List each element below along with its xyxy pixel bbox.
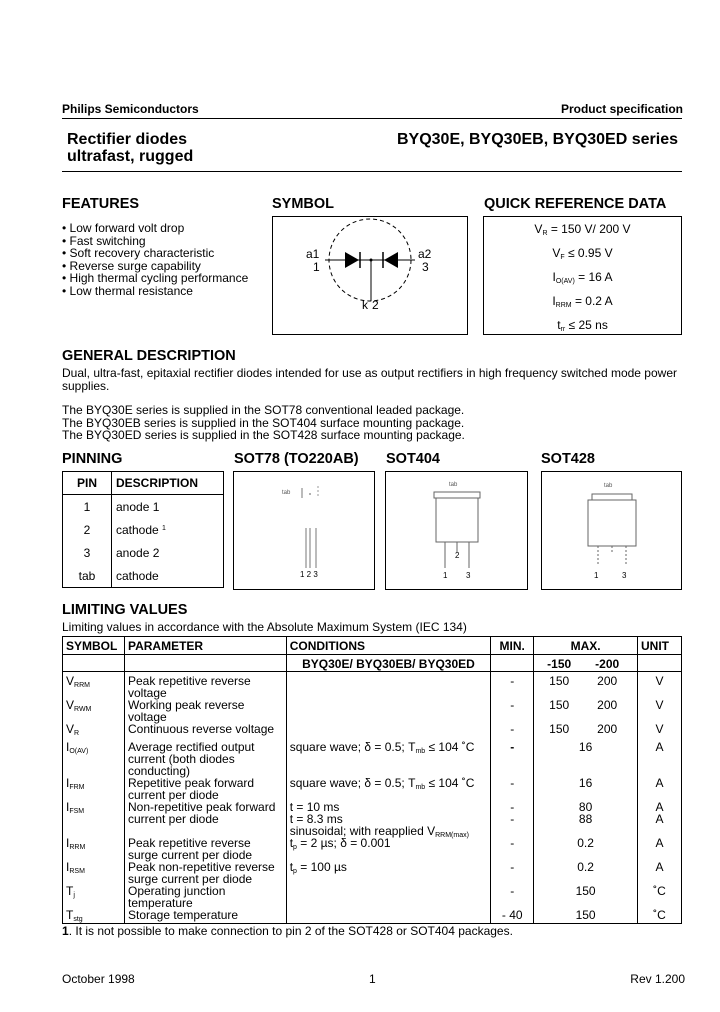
a1-pin: 1: [313, 260, 320, 274]
table-row: 1 anode 1: [63, 495, 224, 519]
col-symbol: SYMBOL: [63, 637, 125, 655]
a1-label: a1: [306, 247, 320, 261]
k-pin: 2: [372, 298, 379, 312]
sot428-pin1: 1: [594, 571, 599, 580]
table-row: $I_{FRM}$ Repetitive peak forward current per diode square wave; δ = 0.5; $T_{mb} \le 104$ ˚C - 16 A: [63, 777, 682, 801]
table-row: $I_{RRM}$ Peak repetitive reverse surge current per diode $t_p = 2$ µs; δ = 0.001 - 0.2 A: [63, 837, 682, 861]
table-row: $V_{RWM}$ Working peak reverse voltage - 150 200 V: [63, 699, 682, 723]
col-max: MAX.: [534, 637, 638, 655]
qr-vf: $V_F \le 0.95$ V: [552, 246, 613, 261]
sot404-pin2: 2: [455, 551, 460, 560]
diode-symbol-diagram: [273, 217, 467, 334]
footer-page: 1: [369, 972, 376, 986]
feature-item: • Low forward volt drop: [62, 221, 185, 235]
table-row: 3 anode 2: [63, 541, 224, 564]
footer-rev: Rev 1.200: [630, 972, 685, 986]
limiting-heading: LIMITING VALUES: [62, 602, 188, 618]
general-paragraph: Dual, ultra-fast, epitaxial rectifier diodes intended for use as output rectifiers in high frequency switched mode power supplies. The BYQ30E series is supplied in the SOT78 conventional leaded package. The BYQ30EB series is supplied in the SOT404 surface mounting package. The BYQ30ED series is supplied in the SOT428 surface mounting package.: [62, 366, 677, 442]
footer-date: October 1998: [62, 972, 135, 986]
part-series: BYQ30E, BYQ30EB, BYQ30ED series: [396, 131, 678, 148]
sot428-tab-label: tab: [604, 483, 613, 489]
table-row: $I_{RSM}$ Peak non-repetitive reverse surge current per diode $t_p = 100$ µs - 0.2 A: [63, 861, 682, 885]
title-rule: [62, 171, 682, 172]
col-unit: UNIT: [638, 637, 682, 655]
sot428-heading: SOT428: [541, 451, 595, 467]
sot78-heading: SOT78 (TO220AB): [234, 451, 359, 467]
table-row: $T_j$ Operating junction temperature - 150 ˚C: [63, 885, 682, 909]
feature-item: • Low thermal resistance: [62, 283, 193, 298]
sot404-outline-box: [385, 471, 528, 590]
title-line2: ultrafast, rugged: [67, 148, 194, 165]
feature-item: • Soft recovery characteristic: [62, 246, 215, 260]
sot404-pin1: 1: [443, 571, 448, 580]
features-heading: FEATURES: [62, 196, 140, 212]
quickref-heading: QUICK REFERENCE DATA: [484, 196, 667, 212]
table-row: tab cathode: [63, 564, 224, 588]
table-row: $I_{FSM}$ Non-repetitive peak forward current per diode t = 10 ms t = 8.3 ms sinusoidal; with reapplied $V_{RRM(max)}$ - - 80 88 A A: [63, 801, 682, 837]
table-row: $I_{O(AV)}$ Average rectified output current (both diodes conducting) square wave; δ = 0.5; $T_{mb} \le 104$ ˚C - 16 A: [63, 741, 682, 777]
table-row: BYQ30E/ BYQ30EB/ BYQ30ED -150 -200: [63, 655, 682, 672]
a2-label: a2: [418, 247, 432, 261]
footnote: 1. It is not possible to make connection to pin 2 of the SOT428 or SOT404 packages.: [62, 924, 513, 938]
sot404-pin3: 3: [466, 571, 471, 580]
general-heading: GENERAL DESCRIPTION: [62, 348, 236, 364]
pinning-heading: PINNING: [62, 451, 123, 467]
sot78-tab-label: tab: [282, 490, 291, 496]
sot404-heading: SOT404: [386, 451, 440, 467]
company-name: Philips Semiconductors: [62, 102, 199, 116]
qr-irrm: $I_{RRM} = 0.2$ A: [552, 294, 613, 309]
col-conditions: CONDITIONS: [286, 637, 491, 655]
limiting-values-table: [62, 636, 682, 924]
qr-trr: $t_{rr} \le 25$ ns: [557, 318, 608, 333]
qr-io: $I_{O(AV)} = 16$ A: [552, 270, 613, 285]
qr-vr: $V_R = 150$ V/ 200 V: [534, 222, 631, 237]
sot78-pins: 1 2 3: [300, 570, 318, 579]
a2-pin: 3: [422, 260, 429, 274]
symbol-box: [272, 216, 468, 335]
feature-item: • High thermal cycling performance: [62, 271, 249, 285]
features-list: [62, 222, 248, 297]
desc-col-header: DESCRIPTION: [112, 472, 224, 495]
sot404-tab-label: tab: [449, 482, 458, 488]
table-row: $V_R$ Continuous reverse voltage - 150 200 V: [63, 723, 682, 741]
feature-item: • Reverse surge capability: [62, 258, 201, 273]
k-label: k: [362, 298, 368, 312]
sot428-pin3: 3: [622, 571, 627, 580]
sot428-package-drawing: [542, 472, 681, 589]
header-rule: [62, 118, 682, 119]
symbol-heading: SYMBOL: [272, 196, 335, 212]
table-row: $T_{stg}$ Storage temperature - 40 150 ˚C: [63, 909, 682, 924]
col-min: MIN.: [491, 637, 534, 655]
sot404-package-drawing: [386, 472, 527, 589]
pinning-table: [62, 471, 224, 588]
title-line1: Rectifier diodes: [67, 131, 188, 148]
doc-type: Product specification: [560, 102, 683, 116]
table-row: $V_{RRM}$ Peak repetitive reverse voltage - 150 200 V: [63, 672, 682, 700]
limiting-intro: Limiting values in accordance with the Absolute Maximum System (IEC 134): [62, 620, 467, 634]
feature-item: • Fast switching: [62, 233, 146, 248]
col-parameter: PARAMETER: [124, 637, 286, 655]
table-row: 2 cathode $^1$: [63, 518, 224, 541]
pin-col-header: PIN: [63, 472, 112, 495]
